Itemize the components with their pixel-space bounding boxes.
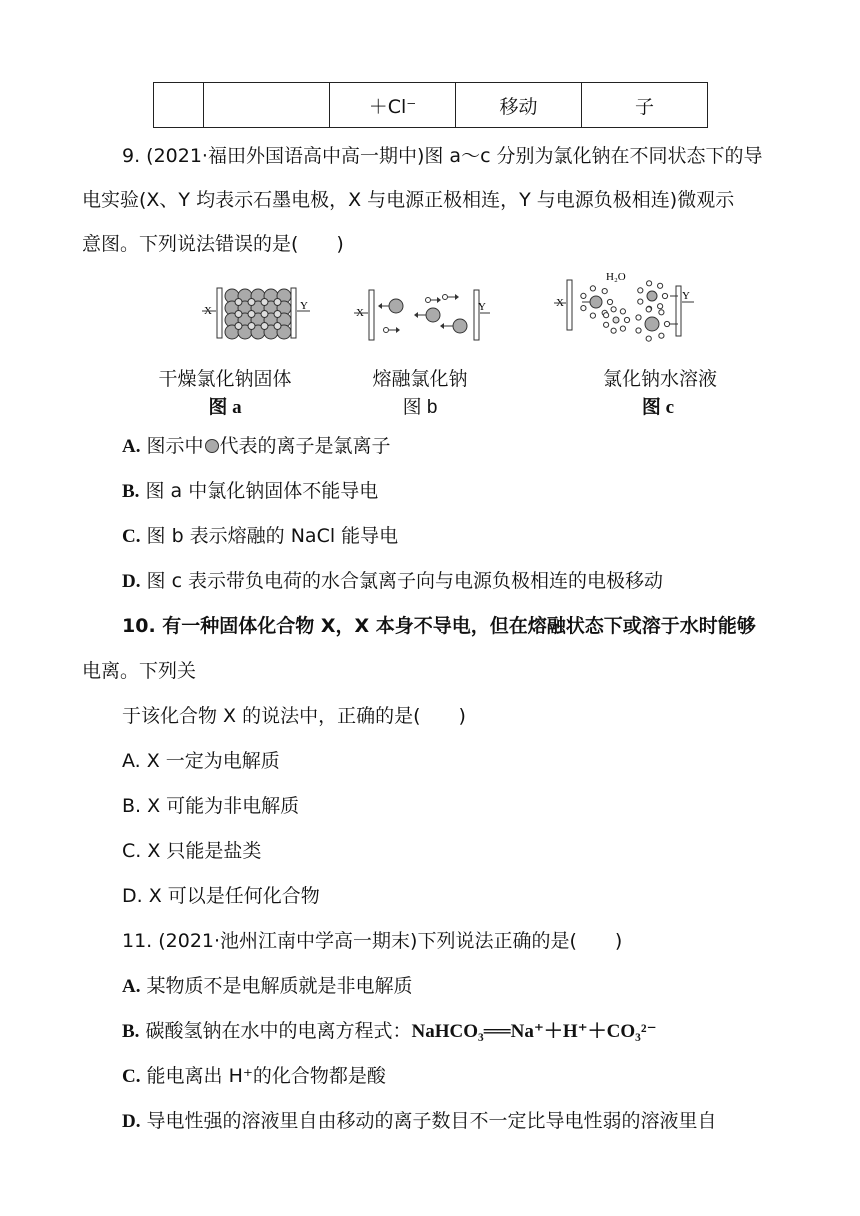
q10-option-a: A. X 一定为电解质 <box>122 750 280 772</box>
hydrated-ion <box>590 296 602 308</box>
sodium-ion <box>261 311 268 318</box>
svg-text:Y: Y <box>478 301 486 313</box>
hydrated-ion <box>647 291 657 301</box>
q10-option-b: B. X 可能为非电解质 <box>122 795 300 817</box>
electrode-y-label: Y <box>300 300 308 312</box>
q11-option-b: B. 碳酸氢钠在水中的电离方程式：NaHCO₃══Na⁺＋H⁺＋CO₃²⁻ <box>122 1020 657 1042</box>
table-row <box>154 83 708 128</box>
water-molecule <box>602 289 607 294</box>
water-molecule <box>581 306 586 311</box>
table-cell: ＋Cl⁻ <box>330 83 456 128</box>
water-molecule <box>646 336 651 341</box>
water-molecule <box>658 304 663 309</box>
water-molecule <box>581 293 586 298</box>
water-molecule <box>638 288 643 293</box>
sodium-ion <box>248 323 255 330</box>
figure-c-diagram <box>552 266 702 350</box>
water-molecule <box>611 307 616 312</box>
water-molecule <box>664 321 669 326</box>
water-label: H₂O <box>606 271 626 283</box>
figure-c-title: 氯化钠水溶液 <box>602 368 717 390</box>
sodium-ion <box>248 311 255 318</box>
svg-text:Y: Y <box>682 290 690 302</box>
sodium-ion <box>274 299 281 306</box>
figure-b-title: 熔融氯化钠 <box>372 368 468 390</box>
hydrated-ion <box>613 317 619 323</box>
q9-line2: 电实验(X、Y 均表示石墨电极，X 与电源正极相连，Y 与电源负极相连)微观示 <box>82 189 735 211</box>
figure-b-label: 图 b <box>402 397 438 418</box>
q11-option-a: A. 某物质不是电解质就是非电解质 <box>122 975 413 997</box>
figure-a-label: 图 a <box>208 397 242 418</box>
q11-option-c: C. 能电离出 H⁺的化合物都是酸 <box>122 1065 386 1087</box>
water-molecule <box>647 281 652 286</box>
q9-line3: 意图。下列说法错误的是( ) <box>82 233 344 255</box>
water-molecule <box>607 299 612 304</box>
table-cell <box>154 83 204 128</box>
q10-option-d: D. X 可以是任何化合物 <box>122 885 320 907</box>
water-molecule <box>590 286 595 291</box>
water-molecule <box>624 317 629 322</box>
water-molecule <box>620 309 625 314</box>
q9-option-c: C. 图 b 表示熔融的 NaCl 能导电 <box>122 525 399 547</box>
ionization-equation: NaHCO₃══Na⁺＋H⁺＋CO₃²⁻ <box>411 1021 657 1042</box>
water-molecule <box>604 313 609 318</box>
water-molecule <box>590 313 595 318</box>
water-molecule <box>636 328 641 333</box>
water-molecule <box>636 315 641 320</box>
q9-option-d: D. 图 c 表示带负电荷的水合氯离子向与电源负极相连的电极移动 <box>122 570 664 592</box>
svg-text:X: X <box>556 297 564 309</box>
water-molecule <box>646 307 651 312</box>
hydrated-ion <box>645 317 659 331</box>
water-molecule <box>659 333 664 338</box>
table-cell: 移动 <box>456 83 582 128</box>
ion-circle-icon <box>204 438 220 454</box>
q10-line3: 于该化合物 X 的说法中，正确的是( ) <box>122 705 466 727</box>
water-molecule <box>638 299 643 304</box>
water-molecule <box>620 326 625 331</box>
q9-option-b: B. 图 a 中氯化钠固体不能导电 <box>122 480 379 502</box>
q11-option-d: D. 导电性强的溶液里自由移动的离子数目不一定比导电性弱的溶液里自 <box>122 1110 717 1132</box>
sodium-ion <box>235 299 242 306</box>
sodium-ion <box>261 323 268 330</box>
water-molecule <box>659 310 664 315</box>
table-cell: 子 <box>582 83 708 128</box>
q11-line1: 11. (2021·池州江南中学高一期末)下列说法正确的是( ) <box>122 930 623 952</box>
water-molecule <box>604 322 609 327</box>
water-molecule <box>611 328 616 333</box>
sodium-ion <box>248 299 255 306</box>
sodium-ion <box>261 299 268 306</box>
sodium-ion <box>235 311 242 318</box>
sodium-ion <box>274 311 281 318</box>
sodium-ion <box>274 323 281 330</box>
q9-line1: 9. (2021·福田外国语高中高一期中)图 a～c 分别为氯化钠在不同状态下的导 <box>122 145 763 167</box>
figure-a-diagram <box>200 282 320 344</box>
q10-line1: 10. 有一种固体化合物 X，X 本身不导电，但在熔融状态下或溶于水时能够 <box>122 615 756 637</box>
water-molecule <box>662 293 667 298</box>
figure-a-title: 干燥氯化钠固体 <box>158 368 292 390</box>
figure-c-label: 图 c <box>641 397 675 418</box>
q10-option-c: C. X 只能是盐类 <box>122 840 262 862</box>
water-molecule <box>658 283 663 288</box>
figure-b-diagram <box>352 286 492 346</box>
table-fragment <box>153 82 708 128</box>
q9-option-a: A. 图示中 代表的离子是氯离子 <box>122 435 391 457</box>
table-cell <box>204 83 330 128</box>
q10-line2: 电离。下列关 <box>82 660 197 682</box>
sodium-ion <box>235 323 242 330</box>
svg-text:X: X <box>356 307 364 319</box>
electrode-x-label: X <box>204 305 212 317</box>
